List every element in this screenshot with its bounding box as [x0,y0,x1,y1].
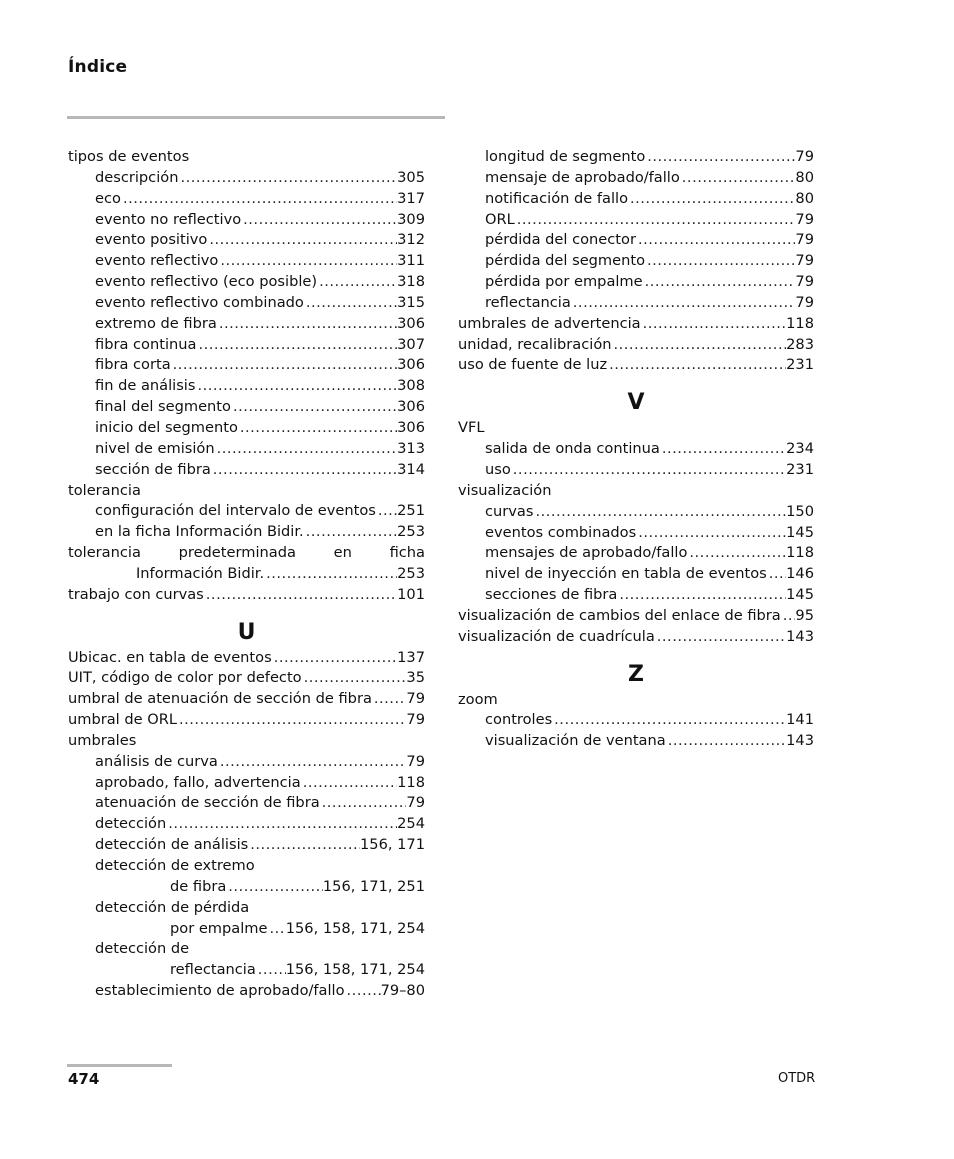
dot-leader [320,793,407,814]
index-term: descripción [95,168,179,186]
index-term: UIT, código de color por defecto [68,669,302,687]
dot-leader [636,523,786,544]
index-page-ref: 79 [406,711,425,729]
index-page-ref: 311 [397,252,425,270]
dot-leader [607,355,786,376]
index-entry [68,439,425,460]
index-term: uso de fuente de luz [458,356,608,374]
dot-leader [267,919,285,940]
index-page-ref: 79 [795,252,814,270]
dot-leader [166,814,397,835]
index-entry [458,564,814,585]
index-term: mensaje de aprobado/fallo [485,168,680,186]
index-term: configuración del intervalo de eventos [95,502,376,520]
index-page-ref: 314 [397,460,425,478]
index-page-ref: 318 [397,273,425,291]
index-term: detección de [95,940,190,958]
index-entry [68,314,425,335]
dot-leader [628,189,795,210]
footer-rule [67,1064,172,1067]
index-entries-z [458,690,814,753]
index-page-ref: 79–80 [380,982,425,1000]
index-page-ref: 79 [795,210,814,228]
index-entry [458,690,814,711]
index-entry [68,835,425,856]
index-term: pérdida del segmento [485,252,646,270]
dot-leader [231,397,397,418]
dot-leader [241,210,397,231]
index-page-ref: 305 [397,168,425,186]
index-page-ref: 143 [786,732,814,750]
index-page-ref: 231 [786,460,814,478]
index-term-word: ficha [389,544,425,562]
index-entry [68,335,425,356]
dot-leader [666,731,786,752]
dot-leader [178,168,397,189]
index-entry [68,585,425,606]
index-term: controles [485,711,553,729]
dot-leader [643,272,796,293]
index-entry [68,689,425,710]
index-term: de fibra [170,877,227,895]
dot-leader [781,606,796,627]
index-term: evento reflectivo [95,252,219,270]
index-page-ref: 308 [397,377,425,395]
index-term: detección de extremo [95,857,255,874]
index-entry [68,376,425,397]
index-page-ref: 80 [795,168,814,186]
dot-leader [533,502,786,523]
index-entry [68,773,425,794]
dot-leader [317,272,397,293]
index-entry [458,418,814,439]
dot-leader [641,314,787,335]
index-term: visualización de cambios del enlace de fibra [458,606,781,624]
index-entry [68,481,425,502]
index-term: ORL [485,210,515,228]
index-entry [458,606,814,627]
index-page-ref: 145 [786,523,814,541]
index-page-ref: 253 [397,564,425,582]
index-entry [68,272,425,293]
index-term: pérdida por empalme [485,273,643,291]
index-term: evento no reflectivo [95,210,242,228]
index-term: eco [95,189,121,207]
index-term: evento positivo [95,231,208,249]
index-term: detección [95,815,167,833]
index-page-ref: 306 [397,418,425,436]
index-term: evento reflectivo combinado [95,293,304,311]
index-page-ref: 118 [786,314,814,332]
index-entry [458,251,814,272]
index-entry [68,793,425,814]
index-page-ref: 118 [397,773,425,791]
index-entry [458,189,814,210]
dot-leader [372,689,407,710]
index-page-ref: 315 [397,293,425,311]
dot-leader [211,460,397,481]
dot-leader [345,981,381,1002]
header-rule [67,116,445,119]
dot-leader [218,251,397,272]
index-term: umbral de atenuación de sección de fibra [68,690,372,708]
index-entry [68,668,425,689]
dot-leader [304,522,397,543]
dot-leader [217,314,397,335]
index-term: detección de análisis [95,836,249,854]
index-term: zoom [458,690,498,708]
index-term-word: predeterminada [178,544,296,562]
index-page-ref: 101 [397,585,425,603]
index-entry [458,147,814,168]
dot-leader [687,543,786,564]
section-letter-u: U [237,619,256,645]
index-term: VFL [458,419,485,437]
index-term: trabajo con curvas [68,585,204,603]
index-term: notificación de fallo [485,189,629,207]
page-number: 474 [68,1070,100,1088]
index-page-ref: 313 [397,439,425,457]
index-page-ref: 141 [786,711,814,729]
index-term: final del segmento [95,398,231,416]
index-page-ref: 79 [795,293,814,311]
index-entry [68,960,425,981]
index-term: visualización de cuadrícula [458,627,655,645]
dot-leader [645,251,795,272]
dot-leader [207,230,397,251]
index-term: por empalme [170,919,268,937]
index-term: evento reflectivo (eco posible) [95,273,318,291]
index-term: umbrales [68,731,137,749]
index-entry [68,251,425,272]
index-term: umbrales de advertencia [458,314,641,332]
index-page-ref: 145 [786,586,814,604]
index-entry [68,460,425,481]
index-entry [68,919,425,940]
index-page-ref: 283 [786,335,814,353]
index-entry [458,335,814,356]
dot-leader [645,147,795,168]
index-term: pérdida del conector [485,231,636,249]
dot-leader [552,710,786,731]
index-entry [68,856,425,877]
index-term: detección de pérdida [95,898,250,916]
index-entry [458,481,814,502]
index-entry [458,502,814,523]
index-page-ref: 143 [786,627,814,645]
index-term: visualización [458,481,552,499]
dot-leader [302,668,407,689]
index-page-ref: 251 [397,502,425,520]
index-page-ref: 317 [397,189,425,207]
index-page-ref: 253 [397,523,425,541]
index-page-ref: 156, 158, 171, 254 [285,961,425,979]
index-term: fibra continua [95,335,197,353]
index-entry [458,585,814,606]
dot-leader [256,960,286,981]
index-page-ref: 234 [786,440,814,458]
index-entry [68,648,425,669]
index-page-ref: 156, 171, 251 [322,877,425,895]
index-entry [458,523,814,544]
dot-leader [680,168,796,189]
dot-leader [660,439,786,460]
index-page-ref: 306 [397,398,425,416]
index-entry [68,939,425,960]
index-term: umbral de ORL [68,711,178,729]
index-page-ref: 306 [397,356,425,374]
index-page-ref: 35 [406,669,425,687]
product-name: OTDR [778,1071,816,1086]
dot-leader [655,627,786,648]
index-page-ref: 79 [795,231,814,249]
index-entry [458,460,814,481]
dot-leader [195,376,397,397]
dot-leader [238,418,397,439]
dot-leader [226,877,323,898]
index-term: atenuación de sección de fibra [95,794,320,812]
index-entry [68,147,425,168]
index-entry [458,168,814,189]
index-page-ref: 306 [397,314,425,332]
index-entry [68,522,425,543]
index-entry [68,355,425,376]
index-page-ref: 156, 171 [360,836,425,854]
index-term: sección de fibra [95,460,211,478]
index-term: fibra corta [95,356,171,374]
dot-leader [767,564,786,585]
index-term: unidad, recalibración [458,335,612,353]
index-page-ref: 79 [406,794,425,812]
index-term: eventos combinados [485,523,637,541]
index-term: inicio del segmento [95,418,238,436]
dot-leader [171,355,397,376]
section-letter-z: Z [628,661,644,687]
dot-leader [301,773,397,794]
index-term: salida de onda continua [485,440,660,458]
index-term: reflectancia [170,961,256,979]
index-entry [68,981,425,1002]
index-term: extremo de fibra [95,314,217,332]
index-entry [68,293,425,314]
dot-leader [264,564,397,585]
index-entry [458,355,814,376]
index-entry [458,731,814,752]
index-term: secciones de fibra [485,586,618,604]
index-term: visualización de ventana [485,732,666,750]
dot-leader [515,210,796,231]
index-page-ref: 150 [786,502,814,520]
index-term: en la ficha Información Bidir. [95,523,304,541]
dot-leader [304,293,397,314]
index-entry [458,710,814,731]
index-entry [68,189,425,210]
index-left-column [68,147,425,1002]
index-term: tolerancia [68,481,141,499]
index-entry [458,543,814,564]
dot-leader [376,501,397,522]
index-entry-continuation [68,564,425,585]
index-entries-u [68,648,425,1002]
index-entry [458,439,814,460]
index-term: tipos de eventos [68,148,190,165]
index-page-ref: 309 [397,210,425,228]
index-entry [68,501,425,522]
dot-leader [204,585,397,606]
index-entry [458,293,814,314]
dot-leader [121,189,397,210]
index-entry [458,627,814,648]
dot-leader [511,460,786,481]
index-entry [458,314,814,335]
index-term: análisis de curva [95,752,218,770]
index-entry [68,168,425,189]
dot-leader [571,293,796,314]
index-entry [68,814,425,835]
dot-leader [617,585,786,606]
index-entry [68,877,425,898]
index-page-ref: 146 [786,565,814,583]
index-page-ref: 137 [397,648,425,666]
index-entry [458,210,814,231]
index-entries-v [458,418,814,647]
dot-leader [177,710,406,731]
index-term: establecimiento de aprobado/fallo [95,982,345,1000]
index-page-ref: 307 [397,335,425,353]
dot-leader [272,648,397,669]
index-page-ref: 79 [406,752,425,770]
index-page-ref: 312 [397,231,425,249]
dot-leader [636,230,795,251]
index-page-ref: 231 [786,356,814,374]
index-page-ref: 79 [795,273,814,291]
dot-leader [196,335,397,356]
index-entry [68,752,425,773]
index-entries-umbrales-cont [458,147,814,376]
index-term: curvas [485,502,534,520]
index-page-ref: 79 [795,148,814,165]
index-entry [68,397,425,418]
index-term: fin de análisis [95,377,196,395]
index-entries-t [68,147,425,543]
section-letter-v: V [627,390,645,416]
index-term: aprobado, fallo, advertencia [95,773,301,791]
index-term: Ubicac. en tabla de eventos [68,648,272,666]
index-term: Información Bidir. [136,564,265,582]
index-entry [68,710,425,731]
index-entry [458,230,814,251]
page-title: Índice [68,57,128,77]
dot-leader [248,835,360,856]
index-entry-tolerancia-predeterminada [68,543,425,564]
dot-leader [218,752,407,773]
index-term: uso [485,460,511,478]
index-page-ref: 80 [795,189,814,207]
index-term: nivel de inyección en tabla de eventos [485,565,767,583]
index-entry [68,418,425,439]
index-entry [68,210,425,231]
index-page-ref: 254 [397,815,425,833]
index-page-ref: 156, 158, 171, 254 [285,919,425,937]
index-entry [458,272,814,293]
dot-leader [612,335,787,356]
index-right-column [458,147,814,752]
index-page-ref: 79 [406,690,425,708]
index-term: nivel de emisión [95,439,215,457]
dot-leader [215,439,398,460]
index-entry [68,898,425,919]
index-entry [68,731,425,752]
index-term-word: en [333,544,352,562]
index-term: mensajes de aprobado/fallo [485,544,688,562]
index-entry [68,230,425,251]
index-page-ref: 118 [786,544,814,562]
index-page-ref: 95 [795,606,814,624]
index-term-word: tolerancia [68,544,141,562]
index-term: longitud de segmento [485,148,646,165]
index-term: reflectancia [485,293,571,311]
